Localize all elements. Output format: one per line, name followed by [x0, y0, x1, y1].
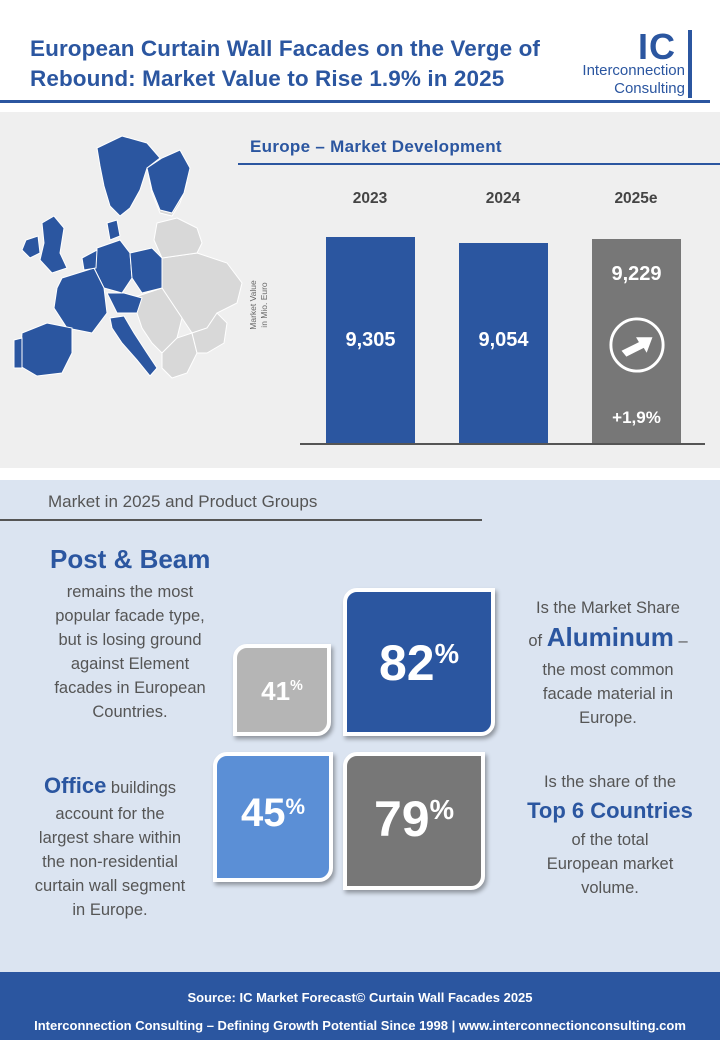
aluminum-text: Is the Market Share of Aluminum – the most common facade material in Europe. — [508, 596, 708, 730]
x-tick-label: 2025e — [614, 190, 658, 207]
text-line: but is losing ground — [58, 631, 202, 649]
top6-share-value: 79 — [373, 791, 430, 847]
text-line: of the total — [571, 831, 649, 849]
footer-source: Source: IC Market Forecast© Curtain Wall Facades 2025 — [187, 990, 533, 1005]
aluminum-share-tile: 82% — [343, 588, 495, 736]
office-heading: Office — [43, 773, 107, 798]
x-tick-label: 2023 — [352, 190, 388, 207]
logo-line-1: Interconnection — [582, 62, 685, 79]
bar-value-label: 9,305 — [345, 329, 396, 351]
top6-share-tile: 79% — [343, 752, 485, 890]
ylabel-line-2: in Mio. Euro — [259, 282, 269, 328]
post-beam-share-value: 41 — [261, 676, 291, 706]
chart-title-rule — [238, 163, 720, 165]
text-line: popular facade type, — [55, 607, 205, 625]
chart-title: Europe – Market Development — [250, 137, 502, 156]
post-beam-text — [30, 580, 230, 724]
text-line: remains the most — [66, 583, 194, 601]
chart-baseline — [300, 443, 705, 445]
header — [0, 0, 720, 110]
text-line: Countries. — [92, 703, 168, 721]
section-title: Market in 2025 and Product Groups — [48, 492, 318, 511]
text-line: volume. — [581, 879, 639, 897]
text-line: European market — [546, 855, 674, 873]
text-line: facade material in — [542, 685, 674, 703]
text-line: curtain wall segment — [34, 877, 186, 895]
footer-tagline: Interconnection Consulting – Defining Growth Potential Since 1998 | www.interconnectionconsulting.com — [34, 1018, 686, 1033]
x-tick-label: 2024 — [485, 190, 521, 207]
page-title — [30, 34, 560, 94]
text-line: Europe. — [579, 709, 637, 727]
top6-heading: Top 6 Countries — [527, 798, 693, 823]
top6-text — [505, 770, 715, 900]
office-share-value: 45 — [240, 791, 286, 835]
logo-line-2: Consulting — [614, 80, 685, 97]
text-line: largest share within — [38, 829, 182, 847]
text-line: Is the Market Share — [536, 599, 680, 617]
header-rule — [0, 100, 710, 103]
logo-mark: IC — [638, 26, 676, 67]
title-line-2: Rebound: Market Value to Rise 1.9% in 2025 — [30, 66, 505, 91]
logo-bar — [688, 30, 692, 98]
text-line: the non-residential — [42, 853, 178, 871]
up-right-arrow-icon — [608, 316, 666, 374]
ylabel-line-1: Market Value — [248, 280, 258, 330]
post-beam-share-tile: 41% — [233, 644, 331, 736]
europe-map-icon — [12, 128, 252, 388]
text-line: account for the — [55, 805, 165, 823]
section-rule — [0, 519, 482, 521]
aluminum-share-value: 82 — [378, 635, 435, 691]
title-line-1: European Curtain Wall Facades on the Verge of — [30, 36, 541, 61]
bar-value-label: 9,054 — [478, 329, 529, 351]
text-line: Is the share of the — [543, 773, 677, 791]
bar-value-label: 9,229 — [611, 263, 662, 285]
post-beam-heading: Post & Beam — [50, 544, 211, 574]
office-text: Office buildings account for the largest share within the non-residential curtain wall segment in Europe. — [10, 772, 210, 922]
text-line: facades in European — [54, 679, 206, 697]
growth-annotation: +1,9% — [612, 408, 661, 427]
text-line: against Element — [70, 655, 190, 673]
text-line: in Europe. — [72, 901, 148, 919]
text-line: the most common — [542, 661, 674, 679]
office-share-tile: 45% — [213, 752, 333, 882]
aluminum-heading: Aluminum — [546, 622, 674, 652]
chart-y-axis-label — [248, 275, 270, 335]
logo — [560, 28, 700, 100]
